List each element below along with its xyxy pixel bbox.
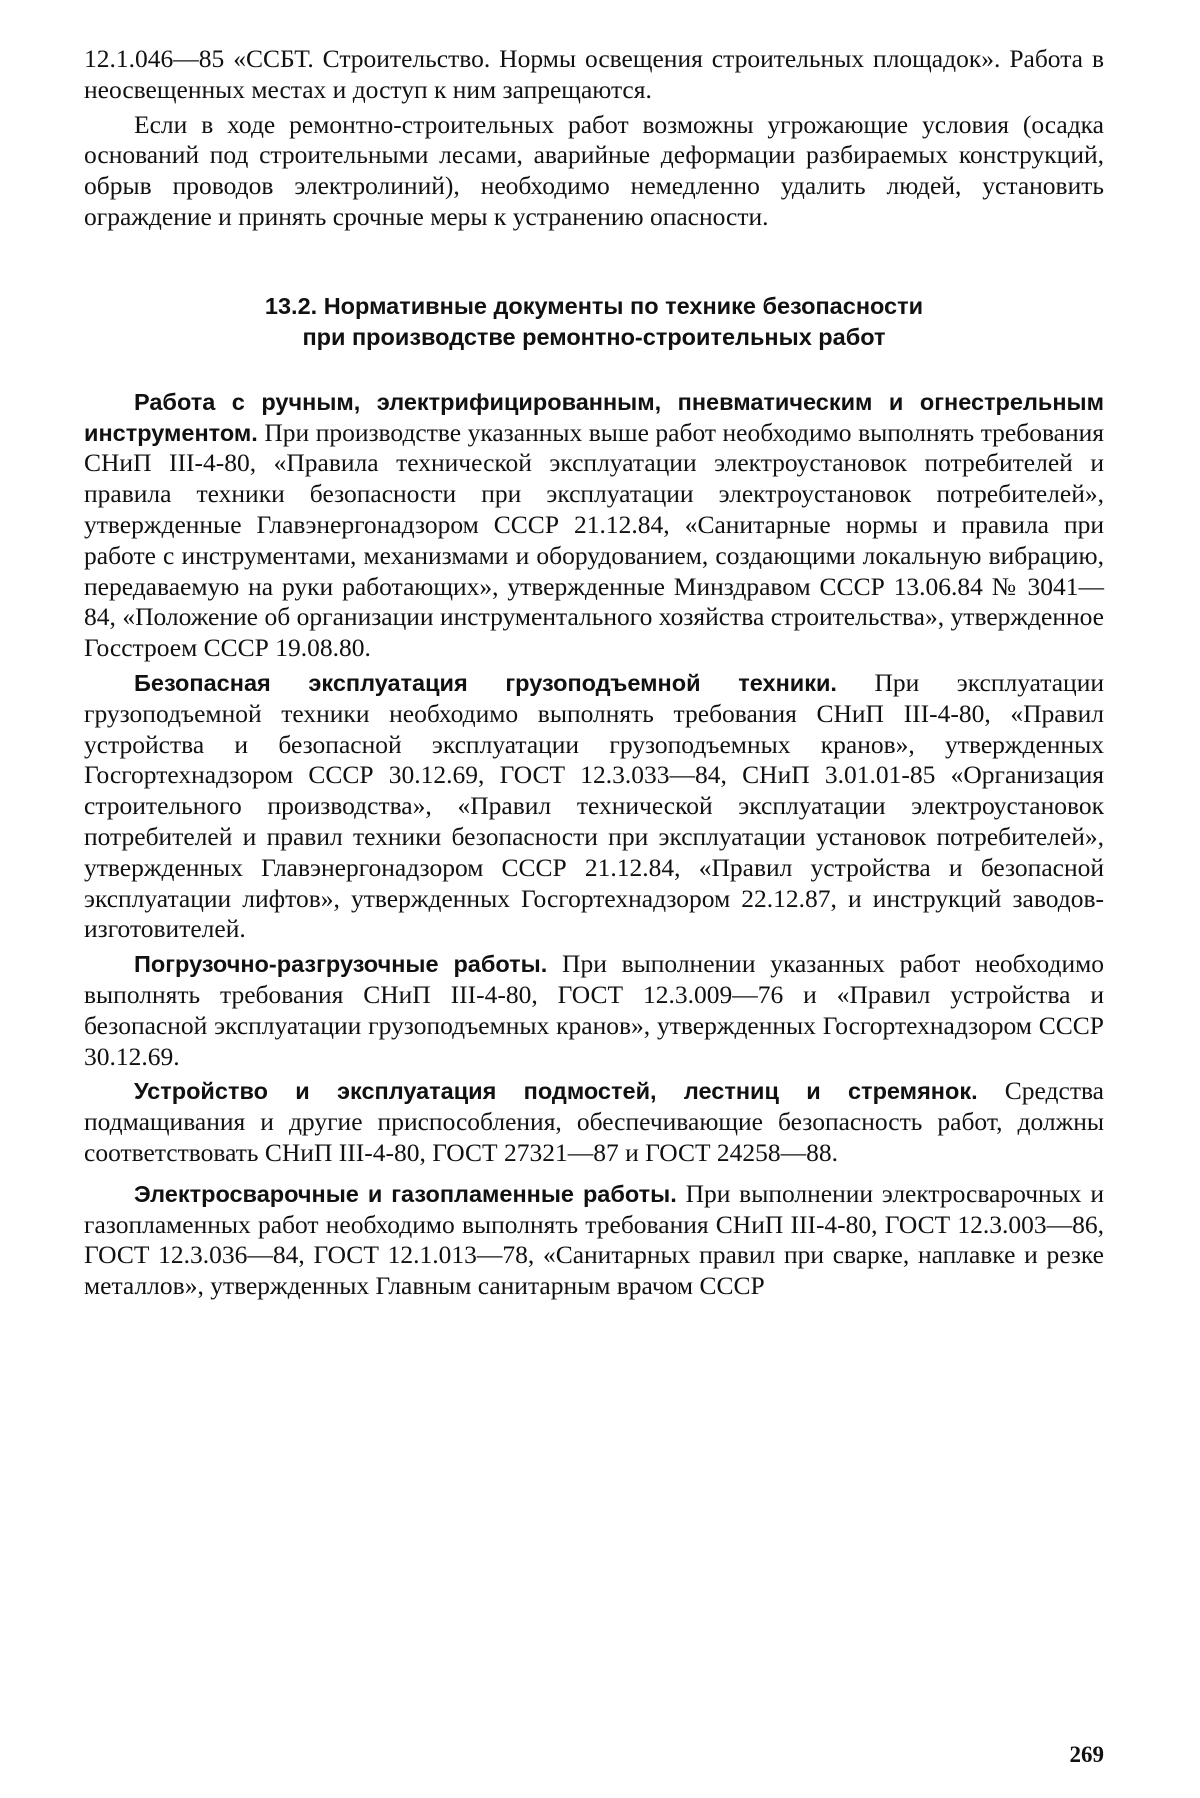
subsection-lifting-equipment bbox=[84, 668, 1104, 945]
subsection-text: При производстве указанных выше работ необходимо выполнять требования СНиП III-4-80, «Правила технической эксплуатации электроустановок потребителей и правила техники безопасности при эксплуатации электроустановок потребителей», утвержденные Главэнергонадзором СССР 21.12.84, «Санитарные нормы и правила при работе с инструментами, механизмами и оборудованием, создающими локальную вибрацию, передаваемую на руки работающих», утвержденные Минздравом СССР 13.06.84 № 3041—84, «Положение об организации инструментального хозяйства строительства», утвержденное Госстроем СССР 19.08.80. bbox=[84, 417, 1104, 663]
subsection-lead: Устройство и эксплуатация подмостей, лестниц и стремянок. bbox=[134, 1078, 978, 1105]
subsection-lead: Электросварочные и газопламенные работы. bbox=[134, 1180, 677, 1207]
subsection-scaffolding-ladders bbox=[84, 1076, 1104, 1168]
subsection-text: Средства подмащивания и другие приспособления, обеспечивающие безопасность работ, должны соответствовать СНиП III-4-80, ГОСТ 27321—87 и ГОСТ 24258—88. bbox=[84, 1076, 1104, 1167]
paragraph-hazard-conditions: Если в ходе ремонтно-строительных работ возможны угрожающие условия (осадка оснований под строительными лесами, аварийные деформации разбираемых конструкций, обрыв проводов электролиний), необходимо немедленно удалить людей, установить ограждение и принять срочные меры к устранению опасности. bbox=[84, 109, 1104, 231]
subsection-lead: Работа с ручным, электрифицированным, пневматическим и огнестрельным инструментом. bbox=[84, 388, 1104, 446]
book-page bbox=[84, 44, 1104, 1302]
subsection-text: При эксплуатации грузоподъемной техники необходимо выполнять требования СНиП III-4-80, «Правил устройства и безопасной эксплуатации грузоподъемных кранов», утвержденных Госгортехнадзором СССР 30.12.69, ГОСТ 12.3.033—84, СНиП 3.01.01-85 «Организация строительного производства», «Правил технической эксплуатации электроустановок потребителей и правил техники безопасности при эксплуатации установок потребителей», утвержденных Главэнергонадзором СССР 21.12.84, «Правил устройства и безопасной эксплуатации лифтов», утвержденных Госгортехнадзором 22.12.87, и инструкций заводов-изготовителей. bbox=[84, 667, 1104, 944]
subsection-loading-unloading bbox=[84, 949, 1104, 1072]
page-number: 269 bbox=[1069, 1742, 1104, 1767]
subsection-text: При выполнении указанных работ необходимо выполнять требования СНиП III-4-80, ГОСТ 12.3.009—76 и «Правил устройства и безопасной эксплуатации грузоподъемных кранов», утвержденных Госгортехнадзором СССР 30.12.69. bbox=[84, 949, 1104, 1071]
paragraph-continuation: 12.1.046—85 «ССБТ. Строительство. Нормы освещения строительных площадок». Работа в неосвещенных местах и доступ к ним запрещаются. bbox=[84, 44, 1104, 104]
subsection-lead: Безопасная эксплуатация грузоподъемной техники. bbox=[134, 669, 837, 696]
subsection-text: При выполнении электросварочных и газопламенных работ необходимо выполнять требования СНиП III-4-80, ГОСТ 12.3.003—86, ГОСТ 12.3.036—84, ГОСТ 12.1.013—78, «Санитарных правил при сварке, наплавке и резке металлов», утвержденных Главным санитарным врачом СССР bbox=[84, 1178, 1104, 1301]
section-heading bbox=[84, 291, 1104, 353]
subsection-welding bbox=[84, 1179, 1104, 1302]
subsection-tools bbox=[84, 387, 1104, 664]
subsection-lead: Погрузочно-разгрузочные работы. bbox=[134, 951, 548, 978]
section-heading-line-1: 13.2. Нормативные документы по технике безопасности bbox=[264, 292, 924, 319]
section-heading-line-2: при производстве ремонтно-строительных работ bbox=[302, 323, 886, 350]
